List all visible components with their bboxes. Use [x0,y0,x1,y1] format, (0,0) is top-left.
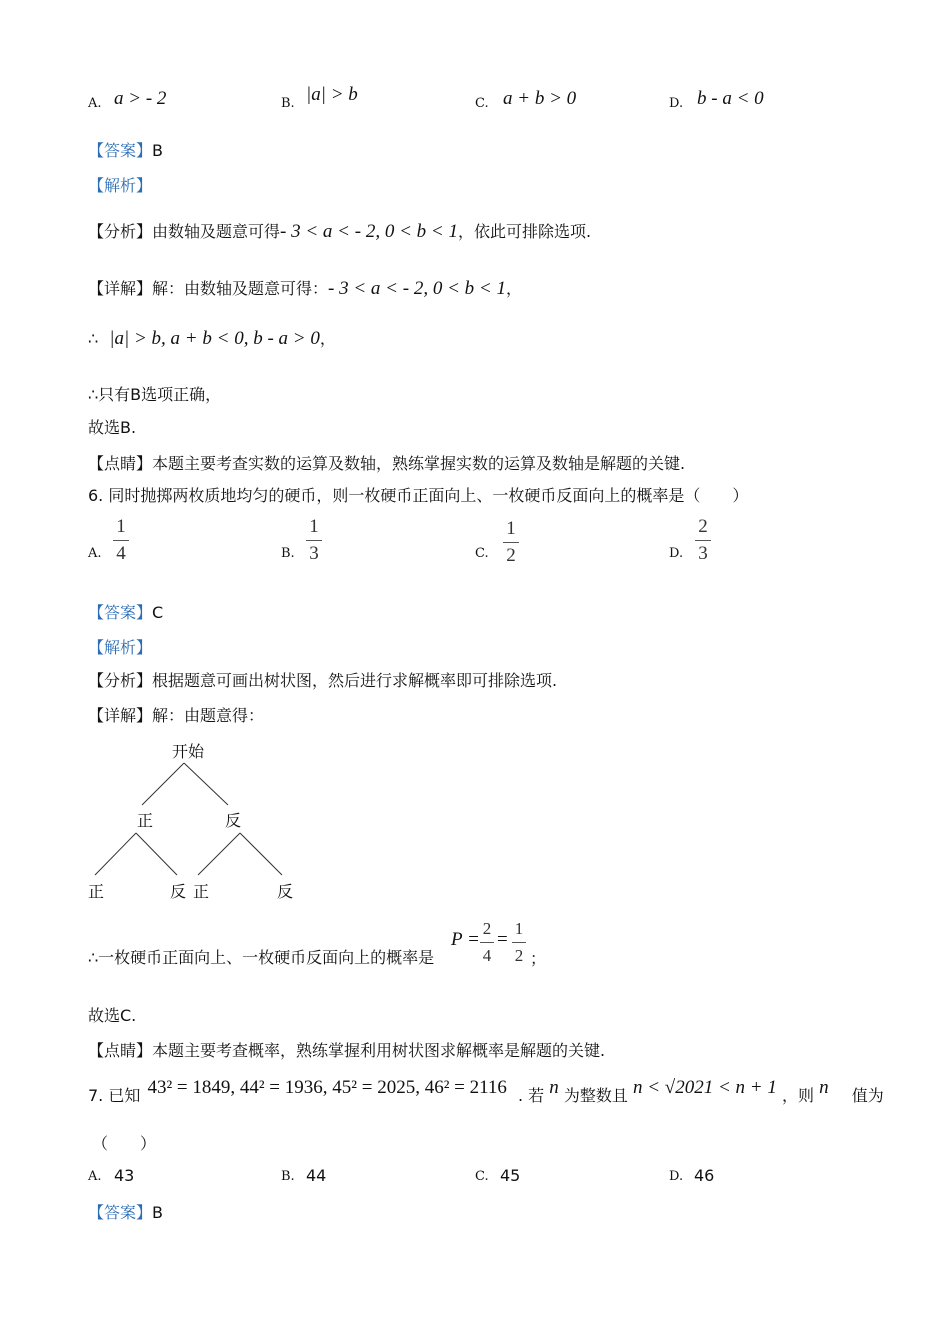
denominator: 3 [698,543,708,564]
q6-stem: 6. 同时抛掷两枚质地均匀的硬币，则一枚硬币正面向上、一枚硬币反面向上的概率是（ ） [88,486,749,505]
tree-edge [198,833,240,875]
answer-value: C [152,603,164,622]
therefore-tail: ， [319,329,336,348]
xiangjie-tag: 【详解】 [88,279,153,298]
denominator: 3 [309,543,319,564]
fenxi-math: - 3 < a < - 2, 0 < b < 1 [280,221,458,242]
q6-jiexi-tag: 【解析】 [88,638,153,657]
q5-option-a-text: a > - 2 [114,88,167,109]
fenxi-tail: ，依此可排除选项. [457,222,592,241]
q5-fenxi [88,219,591,243]
q6-p-fraction-1 [480,918,494,967]
q5-option-d-text: b - a < 0 [697,88,764,109]
tree-edge [142,763,184,805]
stem-mid: . 若 [518,1086,545,1105]
q6-dianjing [88,1038,605,1061]
answer-tag: 【答案】 [88,141,153,160]
tree-edge [184,763,228,805]
denominator: 2 [514,946,524,965]
numerator: 2 [482,919,492,938]
q6-p-label: P = [451,929,480,950]
q7-answer [88,1200,163,1223]
equals-sign: = [497,929,508,950]
therefore-symbol: ∴ [88,329,99,348]
q5-xiangjie [88,276,522,300]
q5-jiexi-tag: 【解析】 [88,176,153,195]
q5-answer [88,138,163,161]
q6-option-d-fraction [695,516,711,565]
q6-guxuan: 故选C. [88,1006,137,1025]
xiangjie-tail: ， [505,279,522,298]
tree-l1-right: 反 [225,811,242,830]
fenxi-tag: 【分析】 [88,222,153,241]
q6-answer [88,600,163,623]
stem-end: 值为 [851,1086,884,1105]
dianjing-tag: 【点睛】 [88,454,153,473]
tree-edge [240,833,282,875]
xiangjie-math: - 3 < a < - 2, 0 < b < 1 [328,278,506,299]
answer-tag: 【答案】 [88,603,153,622]
dianjing-tag: 【点睛】 [88,1041,153,1060]
dianjing-text: 本题主要考查实数的运算及数轴，熟练掌握实数的运算及数轴是解题的关键. [152,454,686,473]
stem-prefix: 7. 已知 [88,1086,141,1105]
numerator: 1 [116,516,126,537]
q6-option-a-fraction [113,516,129,565]
q5-option-b-text: |a| > b [306,84,358,105]
answer-value: B [152,1203,163,1222]
tree-l2-node: 反 [277,882,294,901]
xiangjie-text: 解：由数轴及题意可得： [152,279,329,298]
q7-option-a-label: A. [88,1169,102,1184]
q7-option-c-label: C. [475,1169,489,1184]
denominator: 4 [116,543,126,564]
q5-option-d-label: D. [669,96,684,111]
tree-l2-node: 正 [193,882,210,901]
xiangjie-tag: 【详解】 [88,706,153,725]
fraction-bar [306,540,322,541]
fenxi-text: 由数轴及题意可得 [152,222,281,241]
stem-inequality: n < √2021 < n + 1 [632,1077,777,1098]
q6-p-fraction-2 [512,918,526,967]
q7-option-d-text: 46 [694,1166,715,1185]
q7-option-d-label: D. [669,1169,684,1184]
q6-option-a-label: A. [88,546,102,561]
denominator: 4 [482,946,492,965]
tree-edge [136,833,177,875]
fenxi-text: 根据题意可画出树状图，然后进行求解概率即可排除选项. [152,671,558,690]
fraction-bar [113,540,129,541]
q6-option-b-fraction [306,516,322,565]
denominator: 2 [506,545,516,566]
q7-option-a-text: 43 [114,1166,135,1185]
q5-therefore-2: ∴只有B选项正确， [88,385,222,404]
xiangjie-text: 解：由题意得： [152,706,265,725]
fraction-bar [512,942,526,943]
numerator: 1 [309,516,319,537]
q5-option-a-label: A. [88,96,102,111]
q7-option-b-label: B. [281,1169,295,1184]
q6-therefore: ∴一枚硬币正面向上、一枚硬币反面向上的概率是 [88,948,435,967]
therefore-math: |a| > b, a + b < 0, b - a > 0 [109,328,320,349]
fraction-bar [503,542,519,543]
q5-dianjing [88,451,685,474]
stem-tail: ，则 [781,1086,814,1105]
tree-l2-node: 正 [88,882,105,901]
q6-option-c-label: C. [475,546,489,561]
q7-option-c-text: 45 [500,1166,521,1185]
q6-xiangjie [88,703,264,726]
fraction-bar [480,942,494,943]
q7-option-b-text: 44 [306,1166,327,1185]
q5-option-c-label: C. [475,96,489,111]
q7-stem [88,1077,884,1107]
q6-option-c-fraction [503,518,519,567]
q5-therefore-1 [88,326,336,350]
stem-math: 43² = 1849, 44² = 1936, 45² = 2025, 46² = 2116 [147,1077,507,1098]
stem-mid2: 为整数且 [563,1086,628,1105]
q6-p-tail: ； [530,949,547,968]
numerator: 1 [506,518,516,539]
tree-l2-node: 反 [170,882,187,901]
stem-n: n [549,1077,559,1098]
q6-option-d-label: D. [669,546,684,561]
tree-edge [95,833,136,875]
dianjing-text: 本题主要考查概率，熟练掌握利用树状图求解概率是解题的关键. [152,1041,606,1060]
stem-n2: n [819,1077,829,1098]
q5-option-b-label: B. [281,96,295,111]
answer-value: B [152,141,163,160]
tree-root: 开始 [172,742,205,761]
q5-option-c-text: a + b > 0 [503,88,577,109]
numerator: 2 [698,516,708,537]
q6-fenxi [88,668,557,691]
q6-option-b-label: B. [281,546,295,561]
answer-tag: 【答案】 [88,1203,153,1222]
q7-paren: （ ） [92,1134,157,1153]
fenxi-tag: 【分析】 [88,671,153,690]
tree-l1-left: 正 [137,811,154,830]
q5-guxuan: 故选B. [88,418,137,437]
tree-lines [80,755,310,885]
numerator: 1 [514,919,524,938]
fraction-bar [695,540,711,541]
